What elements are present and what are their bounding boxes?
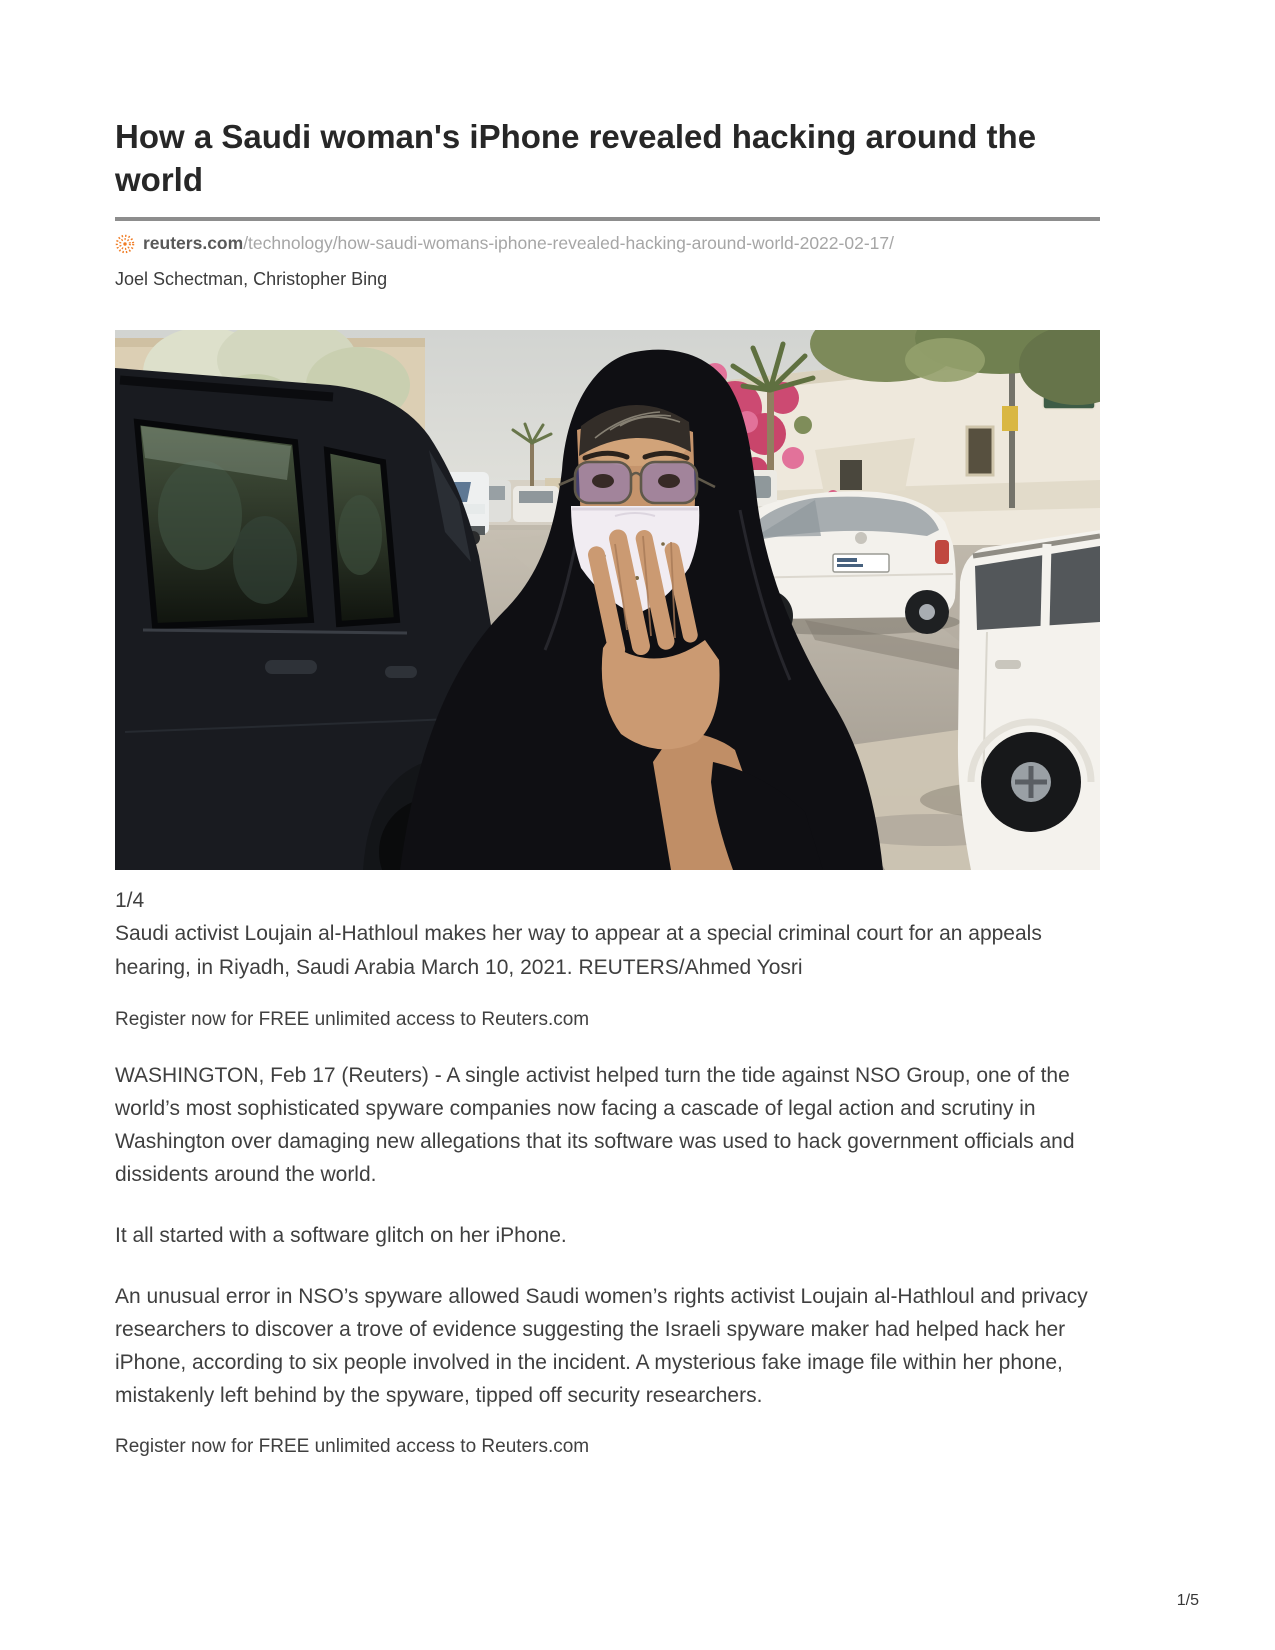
article-content bbox=[115, 0, 1115, 1458]
source-path: /technology/how-saudi-womans-iphone-revealed-hacking-around-world-2022-02-17/ bbox=[243, 233, 894, 253]
page-number: 1/5 bbox=[1176, 1592, 1199, 1609]
title-divider bbox=[115, 217, 1100, 221]
photo-caption: Saudi activist Loujain al-Hathloul makes her way to appear at a special criminal court for an appeals hearing, in Riyadh, Saudi Arabia March 10, 2021. REUTERS/Ahmed Yosri bbox=[115, 922, 1042, 979]
article-photo bbox=[115, 330, 1100, 870]
source-domain: reuters.com bbox=[143, 233, 244, 253]
street-photo-illustration bbox=[115, 330, 1100, 870]
byline: Joel Schectman, Christopher Bing bbox=[115, 269, 388, 289]
source-url-line bbox=[115, 233, 1100, 254]
photo-index: 1/4 bbox=[115, 889, 145, 912]
article-title: How a Saudi woman's iPhone revealed hacking around the world bbox=[115, 118, 1037, 198]
body-paragraph: WASHINGTON, Feb 17 (Reuters) - A single activist helped turn the tide against NSO Group, one of the world’s most sophisticated spyware companies now facing a cascade of legal action and scrutiny in Washington over damaging new allegations that its software was used to hack government officials and dissidents around the world. bbox=[115, 1064, 1075, 1186]
body-paragraph: An unusual error in NSO’s spyware allowed Saudi women’s rights activist Loujain al-Hathloul and privacy researchers to discover a trove of evidence suggesting the Israeli spyware maker had helped hack her iPhone, according to six people involved in the incident. A mysterious fake image file within her phone, mistakenly left behind by the spyware, tipped off security researchers. bbox=[115, 1285, 1088, 1407]
register-banner-bottom: Register now for FREE unlimited access to Reuters.com bbox=[115, 1436, 590, 1457]
reuters-favicon bbox=[115, 234, 135, 254]
body-paragraph: It all started with a software glitch on her iPhone. bbox=[115, 1224, 567, 1247]
register-banner-top: Register now for FREE unlimited access to Reuters.com bbox=[115, 1009, 590, 1030]
